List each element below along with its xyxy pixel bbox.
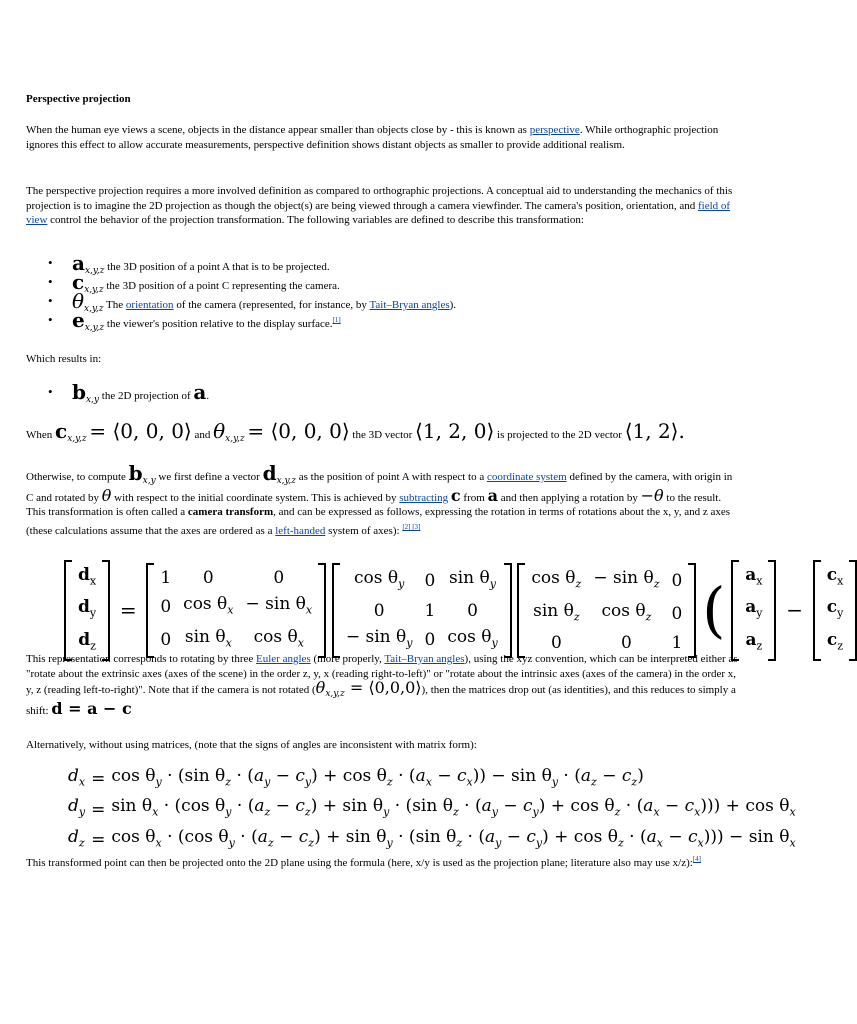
reference-link[interactable]: [2] [3] xyxy=(402,522,421,531)
matrix-cell: 0 xyxy=(373,600,385,621)
matrix-cell: $\cos \theta_x$ xyxy=(253,626,304,649)
matrix-cell: − $\sin \theta_x$ xyxy=(245,594,313,617)
matrix-cell: $c_x$ xyxy=(826,565,844,588)
matrix-cell: 1 xyxy=(424,600,436,621)
matrix-cell: 0 xyxy=(160,629,172,650)
matrix-cell: $\sin \theta_z$ xyxy=(533,600,580,623)
link-left-handed[interactable]: left-handed xyxy=(275,524,326,537)
paragraph-euler: This representation corresponds to rotating by three Euler angles (more properly, Tait–Bryan angles), using the xyz convention, which can be interpreted either as "rotate about the extrinsic axes (axes of the scene) in the order z, y, x (reading right-to-left)" or "rotate about the intrinsic axes (axes of the camera) in the order x, y, z (reading left-to-right)". Note that if the camera is not rotated ($\theta_{x,y,z}$ = ⟨0,0,0⟩), then the matrices drop out (as identities), and this reduces to simply a shift: d = a − c xyxy=(26,653,738,718)
matrix-c xyxy=(813,560,857,661)
link-euler-angles[interactable]: Euler angles xyxy=(256,653,311,665)
matrix-cell: $a_x$ xyxy=(745,565,763,588)
matrix-cell: 1 xyxy=(160,568,172,589)
equation-row: $d_x$ = $\cos \theta_y \cdot (\sin$ $\theta_z \cdot (a_y - c_y) + \cos \theta_z \cdot (a_x - c_x)) - \sin \theta_y \cdot (a_z - c_z)$ xyxy=(68,766,644,790)
matrix-rz xyxy=(517,563,696,658)
matrix-ry xyxy=(332,563,512,658)
variable-list xyxy=(26,251,742,333)
matrix-cell: $\sin \theta_x$ xyxy=(184,626,232,649)
matrix-cell: − $\sin \theta_y$ xyxy=(345,626,413,649)
matrix-cell: $d_y$ xyxy=(78,597,97,620)
matrix-cell: $\sin \theta_y$ xyxy=(449,568,496,591)
matrix-cell: $c_z$ xyxy=(826,629,844,653)
matrix-cell: 0 xyxy=(160,597,172,618)
matrix-cell: $c_y$ xyxy=(826,597,844,620)
matrix-cell: $\cos \theta_x$ xyxy=(183,594,234,617)
matrix-cell: $\cos \theta_y$ xyxy=(447,626,498,649)
link-tait-bryan-angles[interactable]: Tait–Bryan angles xyxy=(369,299,450,311)
equation-row: $d_y$ = $\sin \theta_x \cdot (\cos$ $\theta_y \cdot (a_z - c_z) + \sin \theta_y \cdot (\sin$ $\theta_z \cdot (a_y - c_y) + \cos \theta_z \cdot (a_x - c_x))) + \cos \theta_x$ xyxy=(68,796,796,820)
matrix-a xyxy=(731,560,776,661)
matrix-cell: 0 xyxy=(621,632,632,653)
matrix-d xyxy=(64,560,110,661)
matrix-equation: $d_x$ $d_y$ $d_z$ = 1 0 0 0 $\cos \theta_x$ − $\sin \theta_x$ 0 $\sin \theta_x$ $\cos \theta_x$ $\cos \theta_y$ 0 $\sin \theta_y$ 0 1 0 − $\sin \theta_y$ 0 $\cos \theta_y$ $\cos \theta_z$ − $\sin \theta_z$ 0 $\sin \theta_z$ $\cos \theta_z$ 0 0 0 1 ( $a_x$ $a_y$ $a_z$ − $c_x$ $c_y$ $c_z$ xyxy=(64,560,857,661)
matrix-cell: 0 xyxy=(424,571,436,592)
reference-link[interactable]: [1] xyxy=(332,316,341,324)
matrix-cell: $\cos \theta_z$ xyxy=(531,568,582,591)
matrix-cell: $d_z$ xyxy=(78,629,96,653)
matrix-rx xyxy=(146,563,326,658)
matrix-cell: $d_x$ xyxy=(78,565,97,588)
list-item: • $b_{x,y}$ the 2D projection of a. xyxy=(26,385,742,408)
link-coordinate-system[interactable]: coordinate system xyxy=(486,471,567,483)
link-orientation[interactable]: orientation xyxy=(125,299,174,311)
list-item: • $\theta_{x,y,z}$ The orientation of the camera (represented, for instance, by Tait–Bryan angles). xyxy=(26,294,742,313)
list-item: • $a_{x,y,z}$ the 3D position of a point A that is to be projected. xyxy=(26,256,742,275)
matrix-cell: $a_y$ xyxy=(745,597,763,620)
matrix-cell: 0 xyxy=(424,629,436,650)
paragraph-definition: The perspective projection requires a more involved definition as compared to orthographic projections. A conceptual aid to understanding the mechanics of this projection is to imagine the 2D projection as though the object(s) are being viewed through a camera viewfinder. The camera's position, orientation, and field of view control the behavior of the projection transformation. The following variables are defined to describe this transformation: xyxy=(26,185,733,226)
link-field-of-view[interactable]: field of view xyxy=(26,199,731,226)
equation-row: $d_z$ = $\cos \theta_x \cdot (\cos$ $\theta_y \cdot (a_z - c_z) + \sin \theta_y \cdot (\sin$ $\theta_z \cdot (a_y - c_y) + \cos \theta_z \cdot (a_x - c_x))) - \sin \theta_x$ xyxy=(68,826,796,850)
matrix-cell: $\cos \theta_z$ xyxy=(601,600,652,623)
matrix-cell: 1 xyxy=(671,632,683,653)
matrix-cell: − $\sin \theta_z$ xyxy=(593,568,660,591)
list-item: • $c_{x,y,z}$ the 3D position of a point C representing the camera. xyxy=(26,275,742,294)
example-line: When $c_{x,y,z}$ = ⟨0, 0, 0⟩ and $\theta_{x,y,z}$ = ⟨0, 0, 0⟩ the 3D vector ⟨1, 2, 0⟩ is projected to the 2D vector ⟨1, 2⟩. xyxy=(26,419,685,444)
matrix-cell: 0 xyxy=(273,568,285,589)
matrix-cell: 0 xyxy=(671,603,683,624)
paragraph-alternative: Alternatively, without using matrices, (note that the signs of angles are inconsistent with matrix form): xyxy=(26,739,477,751)
paragraph-projection: This transformed point can then be projected onto the 2D plane using the formula (here, x/y is used as the projection plane; literature also may use x/z):[4] xyxy=(26,855,701,869)
section-heading: Perspective projection xyxy=(26,93,131,105)
matrix-cell: 0 xyxy=(467,600,478,621)
list-item: • $e_{x,y,z}$ the viewer's position relative to the display surface.[1] xyxy=(26,313,742,332)
paragraph-camera-transform: Otherwise, to compute $b_{x,y}$ we first define a vector $d_{x,y,z}$ as the position of point A with respect to a coordinate system defined by the camera, with origin in C and rotated by θ with respect to the initial coordinate system. This is achieved by subtracting c from a and then applying a rotation by −θ to the result. This transformation is often called a camera transform, and can be expressed as follows, expressing the rotation in terms of rotations about the x, y, and z axes (these calculations assume that the axes are ordered as a left-handed system of axes): [2] [3] xyxy=(26,461,733,537)
reference-link[interactable]: [4] xyxy=(692,855,701,863)
link-tait-bryan-angles[interactable]: Tait–Bryan angles xyxy=(384,653,465,665)
link-perspective[interactable]: perspective xyxy=(529,124,580,136)
matrix-cell: 0 xyxy=(550,632,562,653)
paragraph-intro: When the human eye views a scene, objects in the distance appear smaller than objects close by - this is known as perspective. While orthographic projection ignores this effect to allow accurate measurements, perspective definition shows distant objects as smaller to provide additional realism. xyxy=(26,124,719,151)
matrix-cell: 0 xyxy=(202,568,214,589)
matrix-cell: $a_z$ xyxy=(745,629,763,653)
results-label: Which results in: xyxy=(26,353,102,365)
result-list xyxy=(26,380,742,408)
matrix-cell: 0 xyxy=(671,571,683,592)
matrix-cell: $\cos \theta_y$ xyxy=(354,568,405,591)
link-subtracting[interactable]: subtracting xyxy=(399,491,449,504)
equation-system xyxy=(68,764,802,855)
